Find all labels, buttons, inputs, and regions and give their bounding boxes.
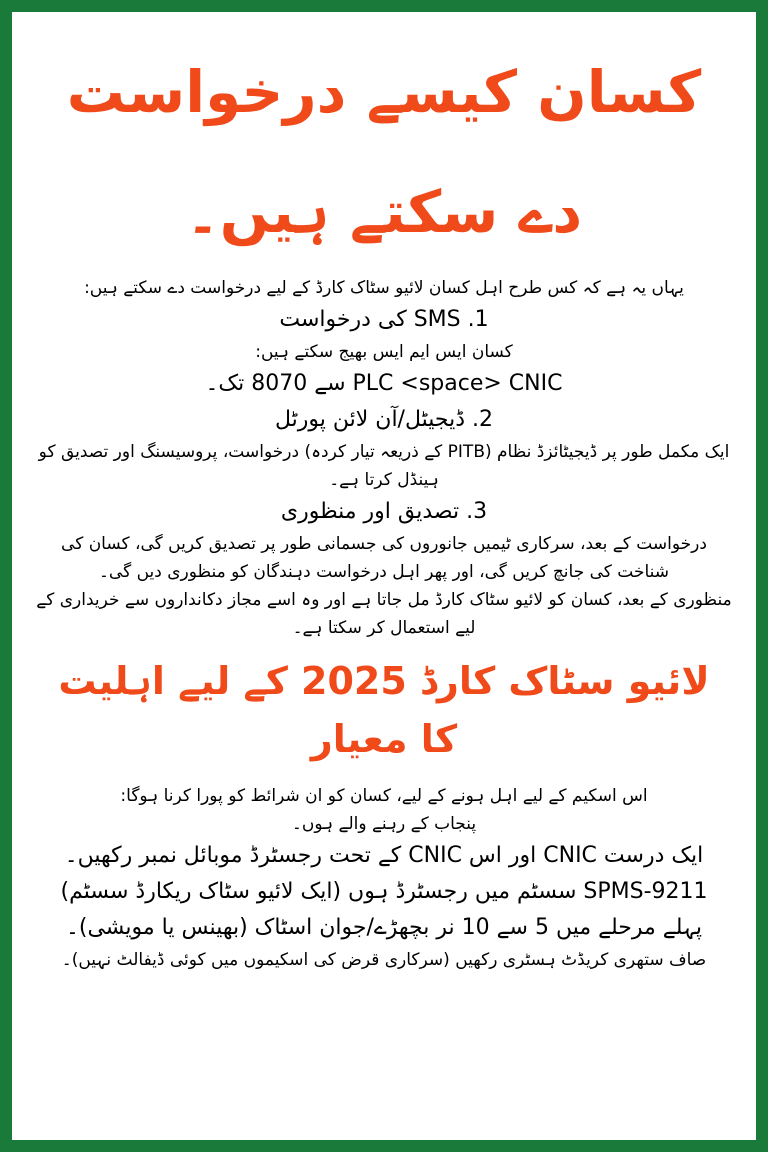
step3-text: درخواست کے بعد، سرکاری ٹیمیں جانوروں کی جسمانی طور پر تصدیق کریں گی، کسان کی شناخت کی جانچ کریں گی، اور پھر اہل درخواست دہندگان کو منظوری دیں گی۔ (61, 534, 707, 582)
page-frame (12, 12, 756, 1140)
step1-text: کسان ایس ایم ایس بھیج سکتے ہیں: (255, 342, 513, 362)
criteria-item: صاف ستھری کریڈٹ ہسٹری رکھیں (سرکاری قرض کی اسکیموں میں کوئی ڈیفالٹ نہیں)۔ (61, 950, 707, 970)
page-title: کسان کیسے درخواست دے سکتے ہیں۔ (66, 58, 702, 246)
criteria-intro: اس اسکیم کے لیے اہل ہونے کے لیے، کسان کو ان شرائط کو پورا کرنا ہوگا: (120, 786, 648, 806)
criteria-item: SPMS-9211 سسٹم میں رجسٹرڈ ہوں (ایک لائیو سٹاک ریکارڈ سسٹم) (60, 879, 708, 904)
step2-heading: 2. ڈیجیٹل/آن لائن پورٹل (274, 407, 494, 432)
approval-text: منظوری کے بعد، کسان کو لائیو سٹاک کارڈ مل جاتا ہے اور وہ اسے مجاز دکانداروں سے خریداری کے لیے استعمال کر سکتا ہے۔ (36, 590, 732, 638)
criteria-item: پہلے مرحلے میں 5 سے 10 نر بچھڑے/جوان اسٹاک (بھینس یا مویشی)۔ (65, 915, 702, 940)
intro-text: یہاں یہ ہے کہ کس طرح اہل کسان لائیو سٹاک کارڈ کے لیے درخواست دے سکتے ہیں: (84, 278, 684, 298)
step1-heading: SMS .1 کی درخواست (279, 307, 489, 332)
step2-text: ایک مکمل طور پر ڈیجیٹائزڈ نظام (PITB کے ذریعہ تیار کردہ) درخواست، پروسیسنگ اور تصدیق کو ہینڈل کرتا ہے۔ (38, 442, 730, 490)
criteria-item: ایک درست CNIC اور اس CNIC کے تحت رجسٹرڈ موبائل نمبر رکھیں۔ (64, 843, 704, 868)
step1-sms-format: PLC <space> CNIC سے 8070 تک۔ (205, 371, 563, 396)
step3-heading: 3. تصدیق اور منظوری (280, 499, 488, 524)
criteria-item: پنجاب کے رہنے والے ہوں۔ (291, 814, 477, 834)
criteria-heading: لائیو سٹاک کارڈ 2025 کے لیے اہلیت کا معیار (58, 659, 710, 761)
article (12, 32, 756, 974)
